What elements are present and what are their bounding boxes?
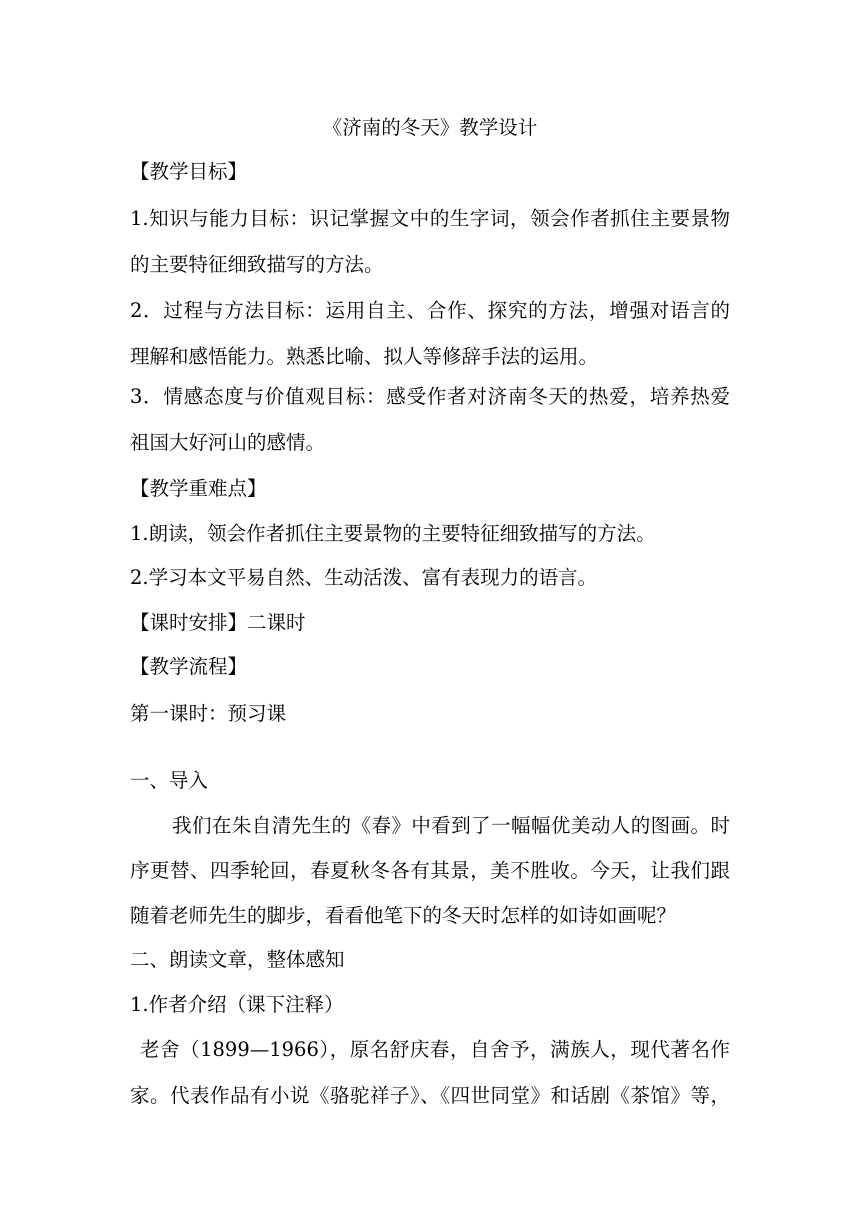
objective-1-line-1: 1.知识与能力目标：识记掌握文中的生字词，领会作者抓住主要景物	[130, 207, 730, 230]
lesson-one-heading: 第一课时：预习课	[130, 702, 287, 725]
author-intro-line-1: 老舍（1899—1966），原名舒庆春，自舍予，满族人，现代著名作	[140, 1038, 730, 1061]
objective-2-line-1: 2．过程与方法目标：运用自主、合作、探究的方法，增强对语言的	[130, 299, 730, 322]
section-heading-objectives: 【教学目标】	[130, 160, 248, 183]
part-two-heading: 二、朗读文章，整体感知	[130, 948, 345, 971]
section-heading-key-points: 【教学重难点】	[130, 477, 267, 500]
intro-paragraph-line-2: 序更替、四季轮回，春夏秋冬各有其景，美不胜收。今天，让我们跟	[130, 859, 730, 882]
objective-3-line-1: 3．情感态度与价值观目标：感受作者对济南冬天的热爱，培养热爱	[130, 385, 730, 408]
section-heading-process: 【教学流程】	[130, 655, 248, 678]
key-point-2: 2.学习本文平易自然、生动活泼、富有表现力的语言。	[130, 566, 598, 589]
document-title: 《济南的冬天》教学设计	[322, 116, 538, 139]
author-intro-heading: 1.作者介绍（课下注释）	[130, 993, 344, 1016]
section-heading-schedule: 【课时安排】二课时	[130, 611, 306, 634]
key-point-1: 1.朗读，领会作者抓住主要景物的主要特征细致描写的方法。	[130, 522, 656, 545]
part-one-heading: 一、导入	[130, 769, 209, 792]
author-intro-line-2: 家。代表作品有小说《骆驼祥子》、《四世同堂》和话剧《茶馆》等，	[130, 1084, 730, 1107]
objective-3-line-2: 祖国大好河山的感情。	[130, 431, 326, 454]
intro-paragraph-line-1: 我们在朱自清先生的《春》中看到了一幅幅优美动人的图画。时	[172, 814, 730, 837]
objective-1-line-2: 的主要特征细致描写的方法。	[130, 253, 384, 276]
intro-paragraph-line-3: 随着老师先生的脚步，看看他笔下的冬天时怎样的如诗如画呢？	[130, 904, 677, 927]
objective-2-line-2: 理解和感悟能力。熟悉比喻、拟人等修辞手法的运用。	[130, 345, 599, 368]
